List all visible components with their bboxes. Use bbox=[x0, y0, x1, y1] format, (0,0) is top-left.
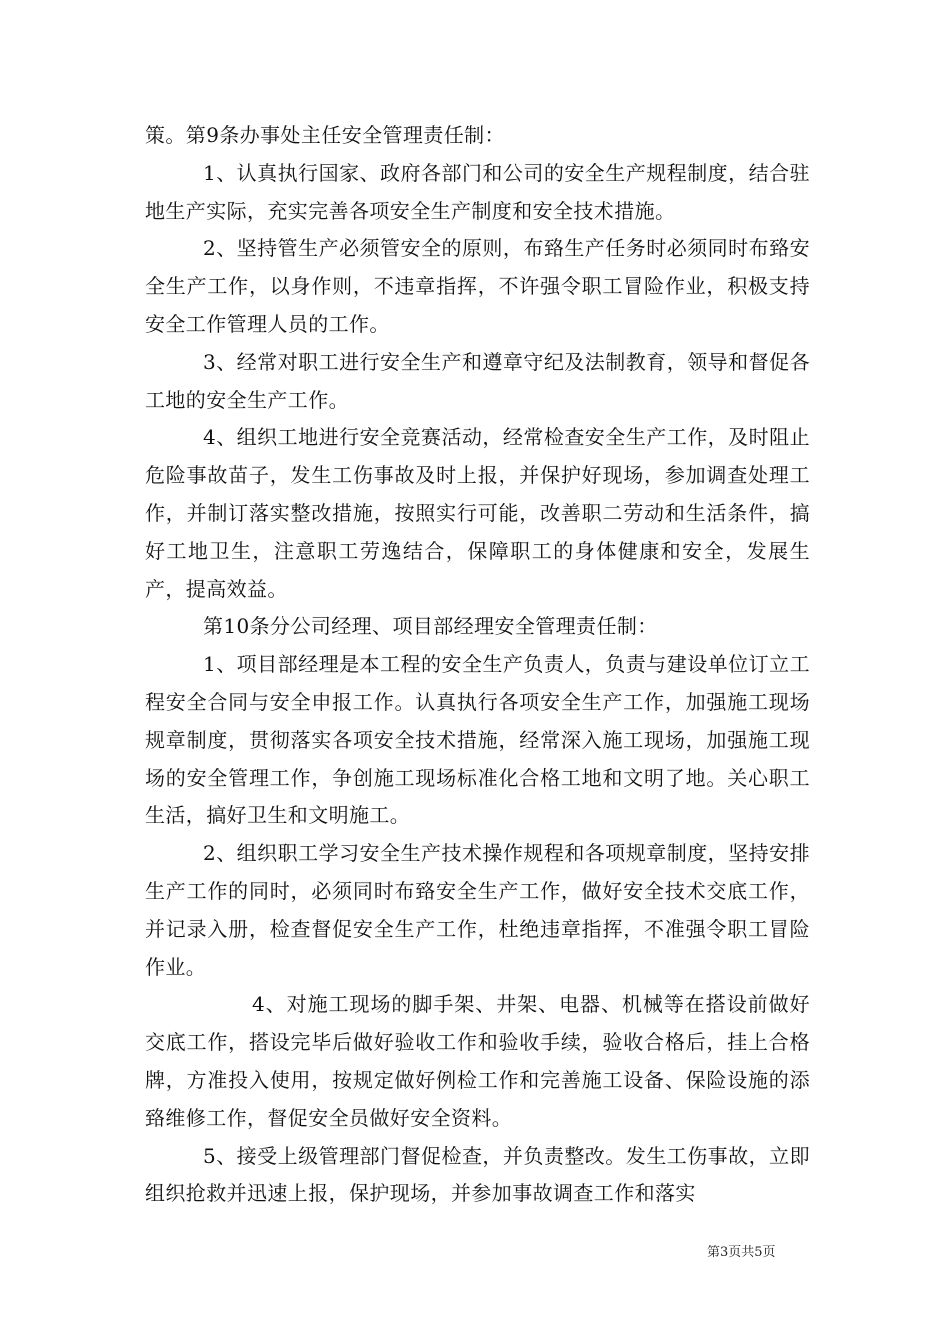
paragraph-8: 4、对施工现场的脚手架、井架、电器、机械等在搭设前做好交底工作，搭设完毕后做好验收工作和验收手续，验收合格后，挂上合格牌，方准投入使用，按规定做好例检工作和完善施工设备、保险设施的添臵维修工作，督促安全员做好安全资料。 bbox=[145, 992, 810, 1130]
paragraph-3: 3、经常对职工进行安全生产和遵章守纪及法制教育，领导和督促各工地的安全生产工作。 bbox=[145, 349, 810, 412]
document-body bbox=[145, 117, 810, 1213]
paragraph-4: 4、组织工地进行安全竞赛活动，经常检查安全生产工作，及时阻止危险事故苗子，发生工伤事故及时上报，并保护好现场，参加调查处理工作，并制订落实整改措施，按照实行可能，改善职二劳动和生活条件，搞好工地卫生，注意职工劳逸结合，保障职工的身体健康和安全，发展生产，提高效益。 bbox=[145, 425, 810, 601]
paragraph-2: 2、坚持管生产必须管安全的原则，布臵生产任务时必须同时布臵安全生产工作，以身作则，不违章指挥，不许强令职工冒险作业，积极支持安全工作管理人员的工作。 bbox=[145, 236, 810, 336]
paragraph-0: 策。第9条办事处主任安全管理责任制： bbox=[145, 123, 505, 147]
paragraph-9: 5、接受上级管理部门督促检查，并负责整改。发生工伤事故，立即组织抢救并迅速上报，保护现场，并参加事故调查工作和落实 bbox=[145, 1143, 810, 1206]
paragraph-1: 1、认真执行国家、政府各部门和公司的安全生产规程制度，结合驻地生产实际，充实完善各项安全生产制度和安全技术措施。 bbox=[145, 160, 810, 223]
article-10-heading: 第10条分公司经理、项目部经理安全管理责任制： bbox=[203, 614, 658, 639]
paragraph-7: 2、组织职工学习安全生产技术操作规程和各项规章制度，坚持安排生产工作的同时，必须同时布臵安全生产工作，做好安全技术交底工作，并记录入册，检查督促安全生产工作，杜绝违章指挥，不准强令职工冒险作业。 bbox=[145, 841, 810, 979]
page-number-footer: 第3页共5页 bbox=[707, 1245, 776, 1260]
paragraph-6: 1、项目部经理是本工程的安全生产负责人，负责与建设单位订立工程安全合同与安全申报工作。认真执行各项安全生产工作，加强施工现场规章制度，贯彻落实各项安全技术措施，经常深入施工现场，加强施工现场的安全管理工作，争创施工现场标准化合格工地和文明了地。关心职工生活，搞好卫生和文明施工。 bbox=[145, 652, 810, 828]
